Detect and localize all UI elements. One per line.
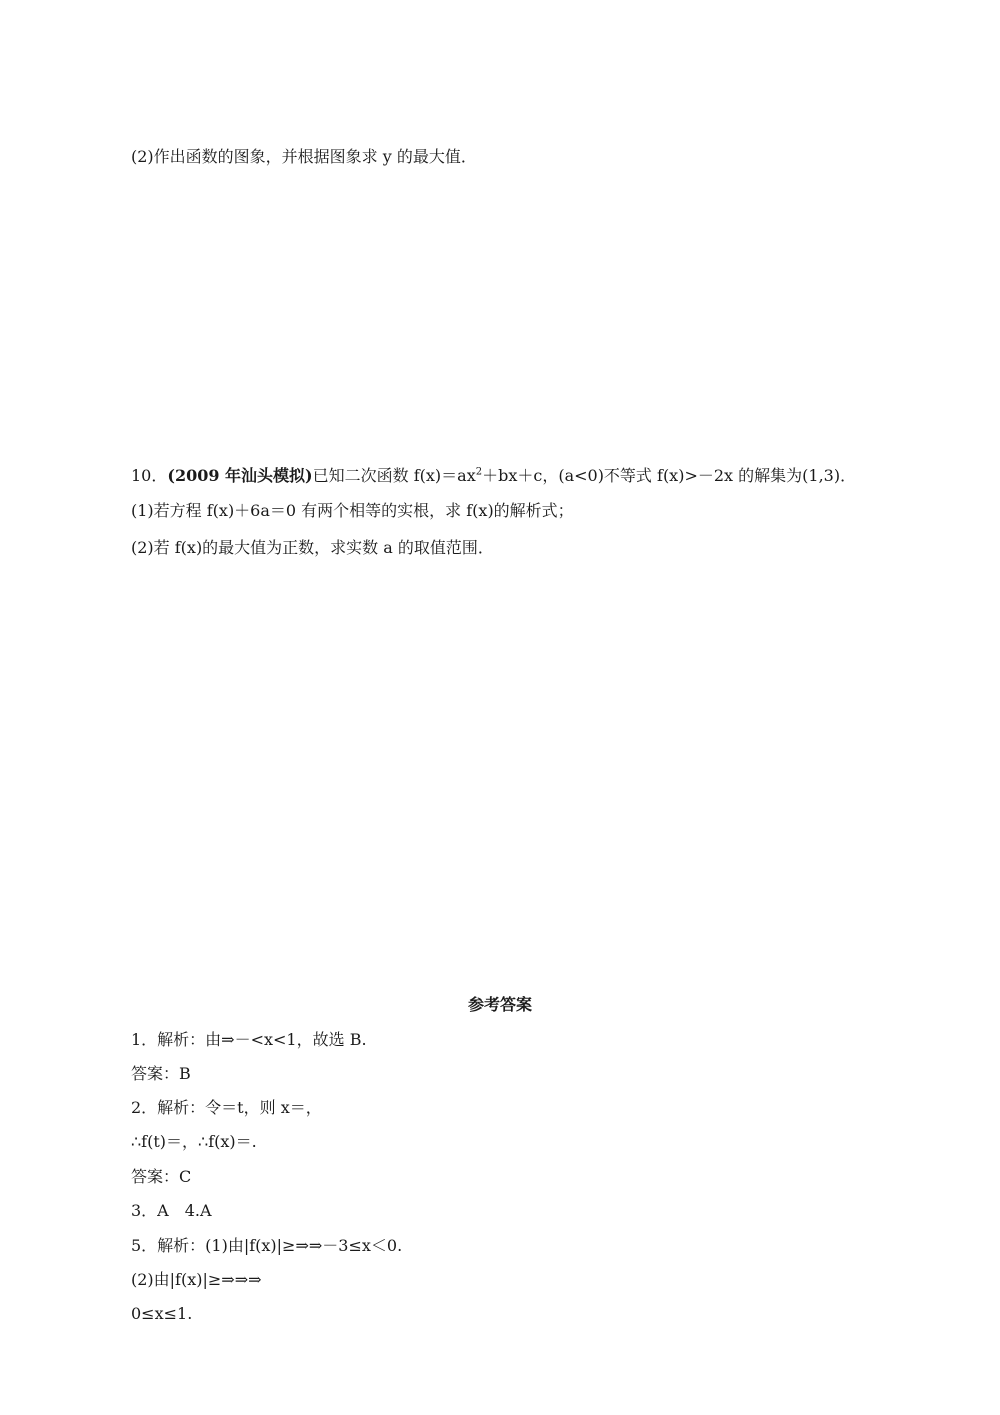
problem10-stem-a: 已知二次函数 [312,466,414,485]
problem10-part1: (1)若方程 f(x)＋6a＝0 有两个相等的实根，求 f(x)的解析式； [131,501,574,520]
answer-line: 答案：C [131,1167,192,1186]
answer-line: (2)由|f(x)|≥⇒⇒⇒ [131,1270,262,1289]
answer-line: 2．解析：令＝t，则 x＝， [131,1098,322,1117]
answer-line: 1．解析：由⇒－<x<1，故选 B. [131,1030,367,1049]
problem10-stem-fx: f(x)＝ax [413,466,476,485]
problem10-source: (2009 年汕头模拟) [167,466,313,485]
answer-line: ∴f(t)＝，∴f(x)＝. [131,1132,257,1151]
problem9-part2: (2)作出函数的图象，并根据图象求 y 的最大值． [131,147,477,166]
answers-title: 参考答案 [467,995,532,1014]
answer-line: 0≤x≤1. [131,1304,193,1323]
problem10-stem-b: ＋bx＋c，(a<0)不等式 f(x)>－2x 的解集为(1,3)． [482,466,857,485]
problem10-number: 10． [131,466,168,485]
problem10-stem [131,465,856,487]
problem10-part2: (2)若 f(x)的最大值为正数，求实数 a 的取值范围． [131,538,494,557]
answer-line: 3．A 4.A [131,1201,212,1220]
problem10-stem-sup: 2 [475,466,483,478]
answer-line: 5．解析：(1)由|f(x)|≥⇒⇒－3≤x＜0. [131,1236,403,1255]
answer-line: 答案：B [131,1064,191,1083]
